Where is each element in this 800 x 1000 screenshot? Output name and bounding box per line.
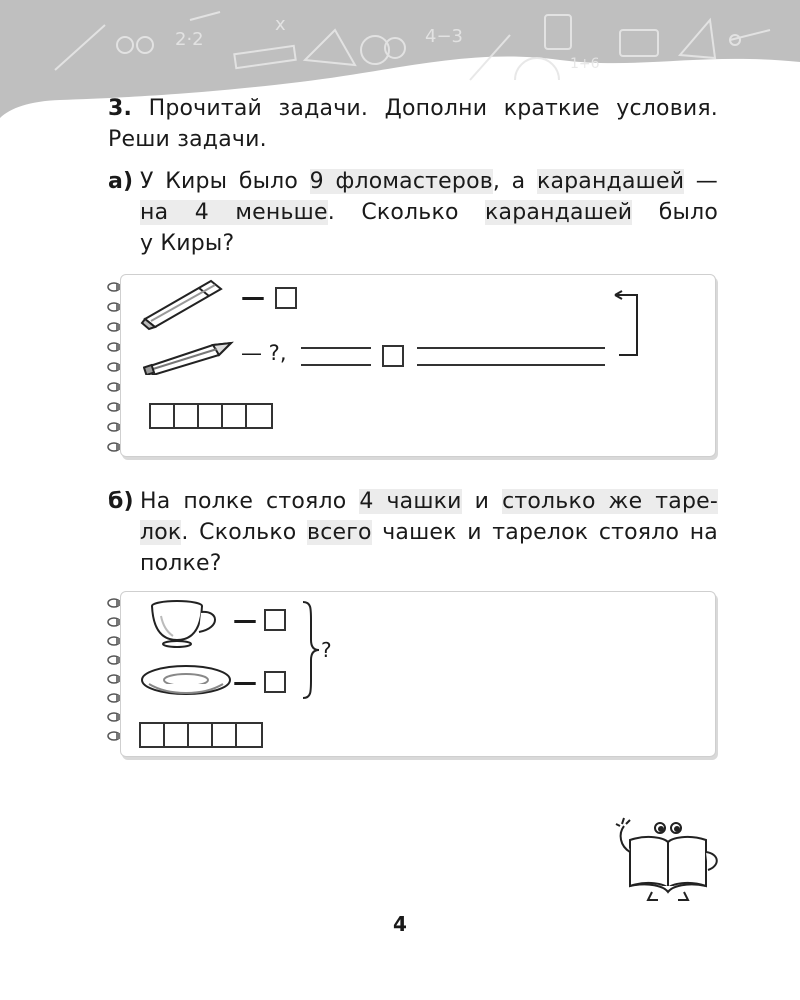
part-a-label: а) [108, 169, 134, 194]
answer-line-2-lower [417, 364, 605, 366]
answer-line-1-lower [301, 364, 371, 366]
total-question: ? [321, 638, 332, 662]
saucer-icon [139, 662, 233, 702]
part-b-label: б) [108, 489, 134, 514]
cups-dash: — [233, 606, 257, 634]
solution-cells-b[interactable] [139, 722, 263, 748]
part-b-text-3: . Сколько [181, 520, 308, 545]
part-a-highlight-3: на 4 меньше [140, 200, 328, 225]
part-a-highlight-1: 9 фломастеров [309, 169, 493, 194]
svg-text:x: x [275, 14, 286, 35]
page-number: 4 [393, 912, 407, 936]
answer-line-1-upper [301, 347, 371, 349]
pen-count-box[interactable] [275, 287, 297, 309]
saucers-dash: — [233, 668, 257, 696]
part-b-highlight-2b: лок [140, 520, 182, 545]
part-b-highlight-3: всего [307, 520, 372, 545]
part-a-text-3: — [684, 169, 719, 194]
part-a-text [108, 166, 718, 259]
pen-icon [139, 275, 231, 331]
part-b-text-2: и [461, 489, 503, 514]
cup-icon [147, 598, 223, 650]
comparison-arrow-icon [611, 283, 651, 363]
saucers-count-box[interactable] [264, 671, 286, 693]
notebook-a [120, 274, 716, 457]
part-a-text-4: . Сколько [327, 200, 486, 225]
task-title-line2: Реши задачи. [108, 127, 267, 152]
solution-cells[interactable] [149, 403, 273, 429]
part-a-highlight-2: карандашей [536, 169, 685, 194]
cups-count-box[interactable] [264, 609, 286, 631]
part-b-text-5: полке? [140, 551, 222, 576]
task-number: 3. [108, 96, 133, 121]
svg-text:4−3: 4−3 [425, 26, 463, 47]
part-b-text [108, 486, 718, 579]
part-a-text-1: У Киры было [140, 169, 310, 194]
pencil-icon [143, 339, 235, 375]
part-a-highlight-4: карандашей [485, 200, 633, 225]
part-a-text-2: , а [492, 169, 537, 194]
difference-box[interactable] [382, 345, 404, 367]
part-a-text-6: у Киры? [140, 231, 235, 256]
total-brace-icon [301, 600, 323, 700]
svg-text:1+6: 1+6 [570, 56, 600, 72]
task-title-line1: Прочитай задачи. Дополни краткие условия. [148, 96, 718, 121]
part-b-text-4: чашек и тарелок стояло на [371, 520, 718, 545]
part-b-highlight-2a: столько же таре- [502, 489, 718, 514]
svg-text:2·2: 2·2 [175, 29, 204, 50]
part-b-highlight-1: 4 чашки [359, 489, 462, 514]
part-a-text-5: было [632, 200, 719, 225]
part-b-text-1: На полке стояло [140, 489, 360, 514]
answer-line-2-upper [417, 347, 605, 349]
book-mascot-icon [608, 812, 728, 902]
row2-label: — ?, [241, 341, 287, 365]
task-title [108, 93, 718, 155]
notebook-b [120, 591, 716, 757]
row1-dash: — [241, 283, 265, 311]
